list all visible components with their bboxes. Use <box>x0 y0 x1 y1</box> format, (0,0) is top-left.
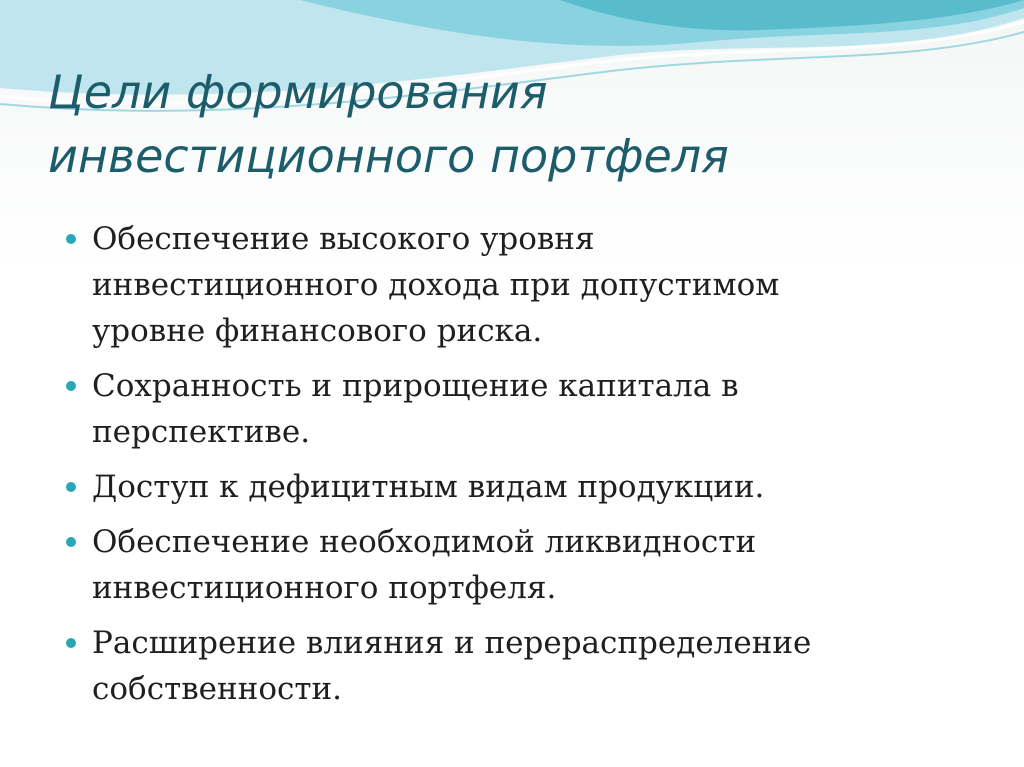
bullet-text-line: перспективе. <box>92 414 311 450</box>
bullet-text-line: Расширение влияния и перераспределение <box>92 625 812 661</box>
bullet-dot-icon <box>66 638 76 648</box>
bullet-dot-icon <box>66 234 76 244</box>
bullet-dot-icon <box>66 381 76 391</box>
title-line: инвестиционного портфеля <box>48 129 729 183</box>
bullet-dot-icon <box>66 537 76 547</box>
bullet-text-line: собственности. <box>92 671 343 707</box>
bullet-item <box>66 363 966 455</box>
bullet-text-line: инвестиционного дохода при допустимом <box>92 267 780 303</box>
bullet-item <box>66 620 966 712</box>
bullet-text-line: инвестиционного портфеля. <box>92 570 557 606</box>
bullet-item <box>66 519 966 611</box>
bullet-text-line: уровне финансового риска. <box>92 313 543 349</box>
bullet-text-line: Обеспечение необходимой ликвидности <box>92 524 757 560</box>
bullet-item <box>66 216 966 354</box>
bullet-item <box>66 464 966 510</box>
bullet-text-line: Сохранность и прирощение капитала в <box>92 368 739 404</box>
title-line: Цели формирования <box>48 65 548 119</box>
bullet-text-line: Доступ к дефицитным видам продукции. <box>92 469 765 505</box>
slide-title <box>48 60 988 188</box>
bullet-text-line: Обеспечение высокого уровня <box>92 221 595 257</box>
bullet-dot-icon <box>66 482 76 492</box>
bullet-list <box>66 216 966 721</box>
